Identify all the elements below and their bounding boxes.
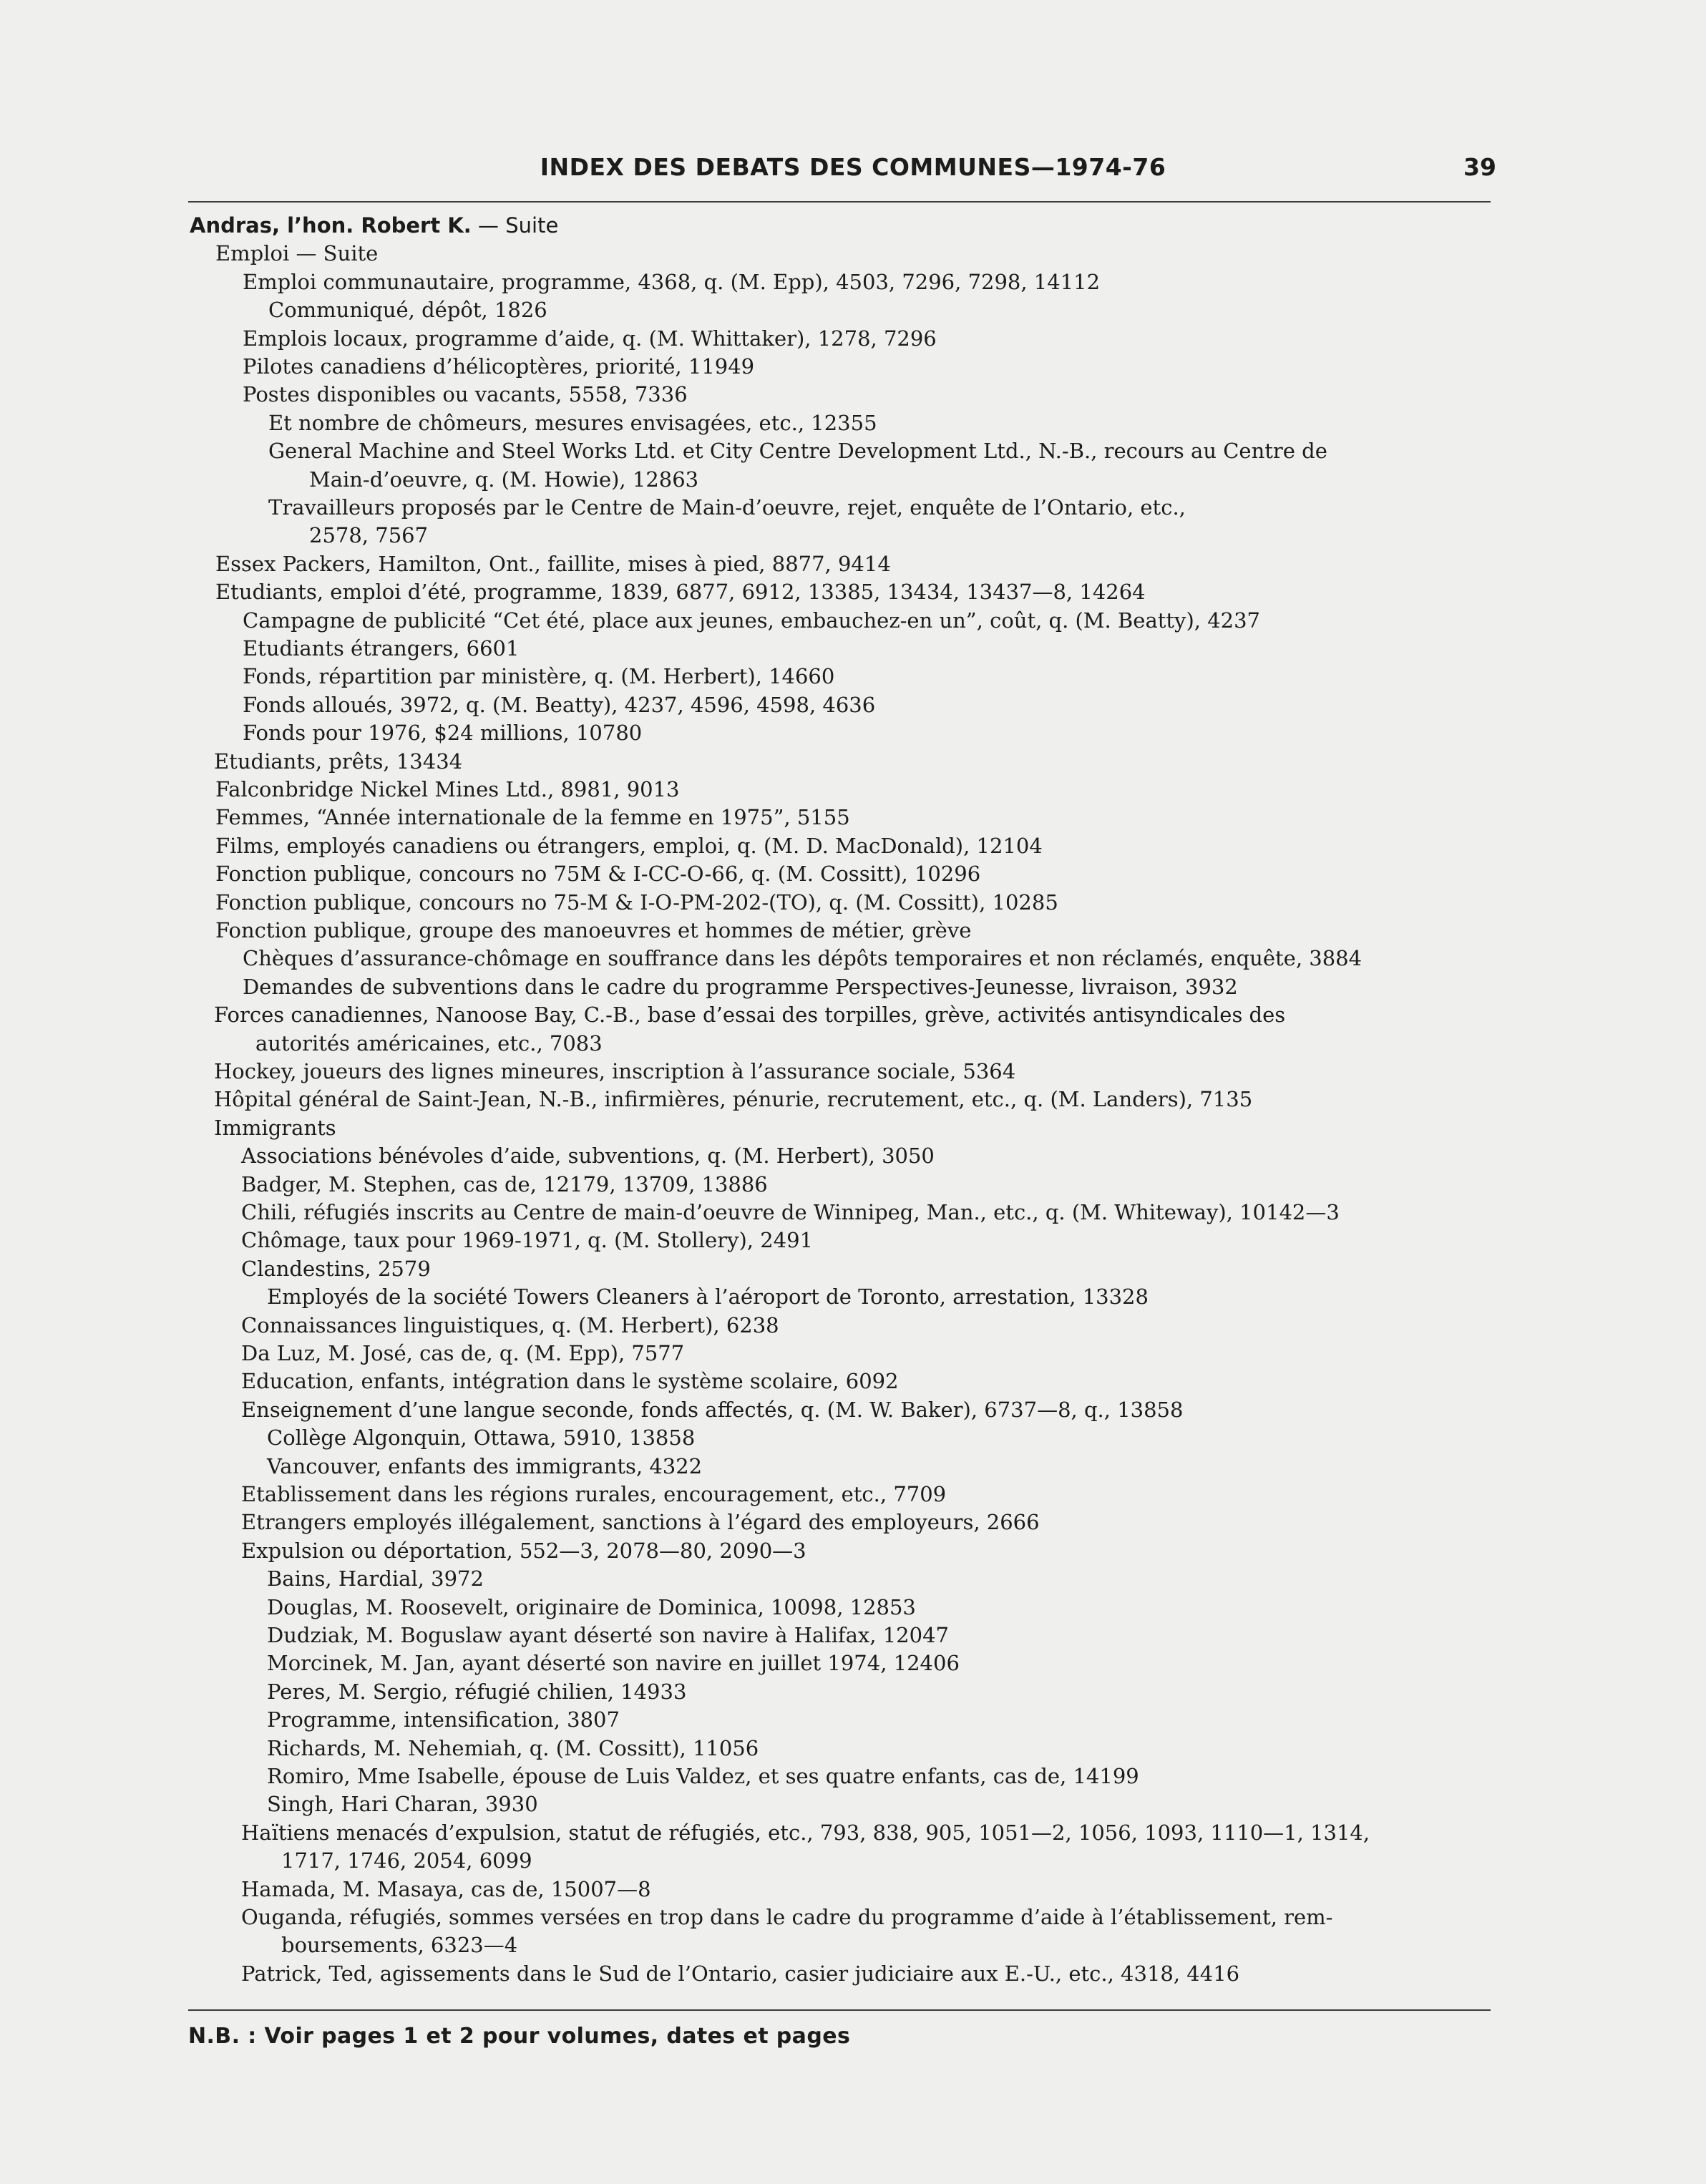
index-line: Femmes, “Année internationale de la femme en 1975”, 5155 <box>215 805 850 830</box>
index-line: Etudiants étrangers, 6601 <box>243 636 520 660</box>
index-line: Chômage, taux pour 1969-1971, q. (M. Stollery), 2491 <box>241 1228 814 1253</box>
index-line: Hockey, joueurs des lignes mineures, inscription à l’assurance sociale, 5364 <box>214 1059 1016 1083</box>
index-line: Collège Algonquin, Ottawa, 5910, 13858 <box>267 1425 696 1451</box>
page-number: 39 <box>1463 153 1496 181</box>
index-line: Morcinek, M. Jan, ayant déserté son navire en juillet 1974, 12406 <box>267 1651 960 1676</box>
index-line: Fonction publique, concours no 75M & I-CC-O-66, q. (M. Cossitt), 10296 <box>215 862 981 887</box>
index-line: Travailleurs proposés par le Centre de Main-d’oeuvre, rejet, enquête de l’Ontario, etc., <box>268 495 1186 520</box>
index-line: Etrangers employés illégalement, sanctions à l’égard des employeurs, 2666 <box>241 1510 1040 1535</box>
index-line: Enseignement d’une langue seconde, fonds affectés, q. (M. W. Baker), 6737—8, q., 13858 <box>241 1397 1184 1422</box>
index-line: Forces canadiennes, Nanoose Bay, C.-B., base d’essai des torpilles, grève, activités antisyndicales des <box>214 1003 1286 1028</box>
index-line: Haïtiens menacés d’expulsion, statut de réfugiés, etc., 793, 838, 905, 1051—2, 1056, 1093, 1110—1, 1314, <box>241 1820 1370 1845</box>
index-line: Emploi — Suite <box>215 241 379 266</box>
page-header <box>0 153 1706 193</box>
index-line: Fonds pour 1976, $24 millions, 10780 <box>243 721 643 746</box>
index-line: Main-d’oeuvre, q. (M. Howie), 12863 <box>309 467 699 492</box>
index-line: Films, employés canadiens ou étrangers, emploi, q. (M. D. MacDonald), 12104 <box>215 833 1043 858</box>
index-line: Ouganda, réfugiés, sommes versées en trop dans le cadre du programme d’aide à l’établissement, rem- <box>241 1905 1333 1929</box>
index-line: Dudziak, M. Boguslaw ayant déserté son navire à Halifax, 12047 <box>267 1623 949 1647</box>
index-line: Pilotes canadiens d’hélicoptères, priorité, 11949 <box>243 354 755 379</box>
index-line: Badger, M. Stephen, cas de, 12179, 13709, 13886 <box>241 1171 768 1196</box>
index-line: Clandestins, 2579 <box>241 1256 431 1281</box>
index-line: Programme, intensification, 3807 <box>267 1707 620 1732</box>
entry-heading-name: Andras, l’hon. Robert K. <box>190 213 472 238</box>
index-line: 1717, 1746, 2054, 6099 <box>281 1848 532 1873</box>
index-line: autorités américaines, etc., 7083 <box>255 1030 603 1056</box>
index-line: Chèques d’assurance-chômage en souffrance dans les dépôts temporaires et non réclamés, enquête, 3884 <box>243 946 1363 971</box>
index-line: Education, enfants, intégration dans le système scolaire, 6092 <box>241 1369 899 1394</box>
index-line: Hôpital général de Saint-Jean, N.-B., infirmières, pénurie, recrutement, etc., q. (M. Landers), 7135 <box>214 1087 1253 1112</box>
index-line: Et nombre de chômeurs, mesures envisagées, etc., 12355 <box>268 410 877 435</box>
index-line: Etablissement dans les régions rurales, encouragement, etc., 7709 <box>241 1482 947 1506</box>
entry-heading <box>190 212 558 240</box>
index-line: Essex Packers, Hamilton, Ont., faillite, mises à pied, 8877, 9414 <box>215 551 891 576</box>
index-line: Chili, réfugiés inscrits au Centre de main-d’oeuvre de Winnipeg, Man., etc., q. (M. Whiteway), 10142—3 <box>241 1200 1340 1224</box>
index-line: Vancouver, enfants des immigrants, 4322 <box>267 1453 703 1478</box>
index-line: Singh, Hari Charan, 3930 <box>267 1792 538 1817</box>
footer-note: N.B. : Voir pages 1 et 2 pour volumes, dates et pages <box>188 2024 851 2049</box>
index-line: Campagne de publicité “Cet été, place aux jeunes, embauchez-en un”, coût, q. (M. Beatty), 4237 <box>243 608 1260 633</box>
index-line: Douglas, M. Roosevelt, originaire de Dominica, 10098, 12853 <box>267 1594 916 1619</box>
header-rule <box>188 201 1491 203</box>
index-line: Patrick, Ted, agissements dans le Sud de l’Ontario, casier judiciaire aux E.-U., etc., 4318, 4416 <box>241 1961 1240 1986</box>
index-line: Demandes de subventions dans le cadre du programme Perspectives-Jeunesse, livraison, 3932 <box>243 974 1238 999</box>
index-line: Expulsion ou déportation, 552—3, 2078—80, 2090—3 <box>241 1538 806 1563</box>
index-line: Emploi communautaire, programme, 4368, q. (M. Epp), 4503, 7296, 7298, 14112 <box>243 269 1101 294</box>
index-line: Associations bénévoles d’aide, subventions, q. (M. Herbert), 3050 <box>241 1144 935 1169</box>
index-line: Emplois locaux, programme d’aide, q. (M. Whittaker), 1278, 7296 <box>243 326 937 351</box>
index-line: Employés de la société Towers Cleaners à l’aéroport de Toronto, arrestation, 13328 <box>267 1284 1149 1310</box>
index-line: General Machine and Steel Works Ltd. et City Centre Development Ltd., N.-B., recours au Centre de <box>268 439 1327 464</box>
index-line: boursements, 6323—4 <box>281 1933 518 1958</box>
index-line: Falconbridge Nickel Mines Ltd., 8981, 9013 <box>215 777 680 801</box>
index-line: Immigrants <box>214 1115 336 1140</box>
index-line: Etudiants, prêts, 13434 <box>214 749 463 774</box>
index-line: Peres, M. Sergio, réfugié chilien, 14933 <box>267 1679 687 1704</box>
page-title: INDEX DES DEBATS DES COMMUNES—1974-76 <box>540 153 1166 181</box>
index-line: Fonds alloués, 3972, q. (M. Beatty), 4237, 4596, 4598, 4636 <box>243 692 876 717</box>
index-line: 2578, 7567 <box>309 523 429 548</box>
index-line: Romiro, Mme Isabelle, épouse de Luis Valdez, et ses quatre enfants, cas de, 14199 <box>267 1764 1139 1788</box>
index-line: Connaissances linguistiques, q. (M. Herbert), 6238 <box>241 1312 779 1337</box>
index-line: Richards, M. Nehemiah, q. (M. Cossitt), 11056 <box>267 1735 759 1760</box>
index-line: Fonds, répartition par ministère, q. (M. Herbert), 14660 <box>243 664 835 689</box>
entry-heading-suffix: — Suite <box>471 213 559 238</box>
index-line: Fonction publique, concours no 75-M & I-O-PM-202-(TO), q. (M. Cossitt), 10285 <box>215 889 1058 915</box>
index-line: Etudiants, emploi d’été, programme, 1839, 6877, 6912, 13385, 13434, 13437—8, 14264 <box>215 580 1146 605</box>
footer-rule <box>188 2009 1491 2011</box>
index-line: Postes disponibles ou vacants, 5558, 7336 <box>243 382 688 407</box>
index-line: Da Luz, M. José, cas de, q. (M. Epp), 7577 <box>241 1341 685 1365</box>
index-line: Communiqué, dépôt, 1826 <box>268 298 547 323</box>
index-line: Hamada, M. Masaya, cas de, 15007—8 <box>241 1876 651 1901</box>
index-line: Fonction publique, groupe des manoeuvres et hommes de métier, grève <box>215 918 972 942</box>
index-line: Bains, Hardial, 3972 <box>267 1566 484 1591</box>
